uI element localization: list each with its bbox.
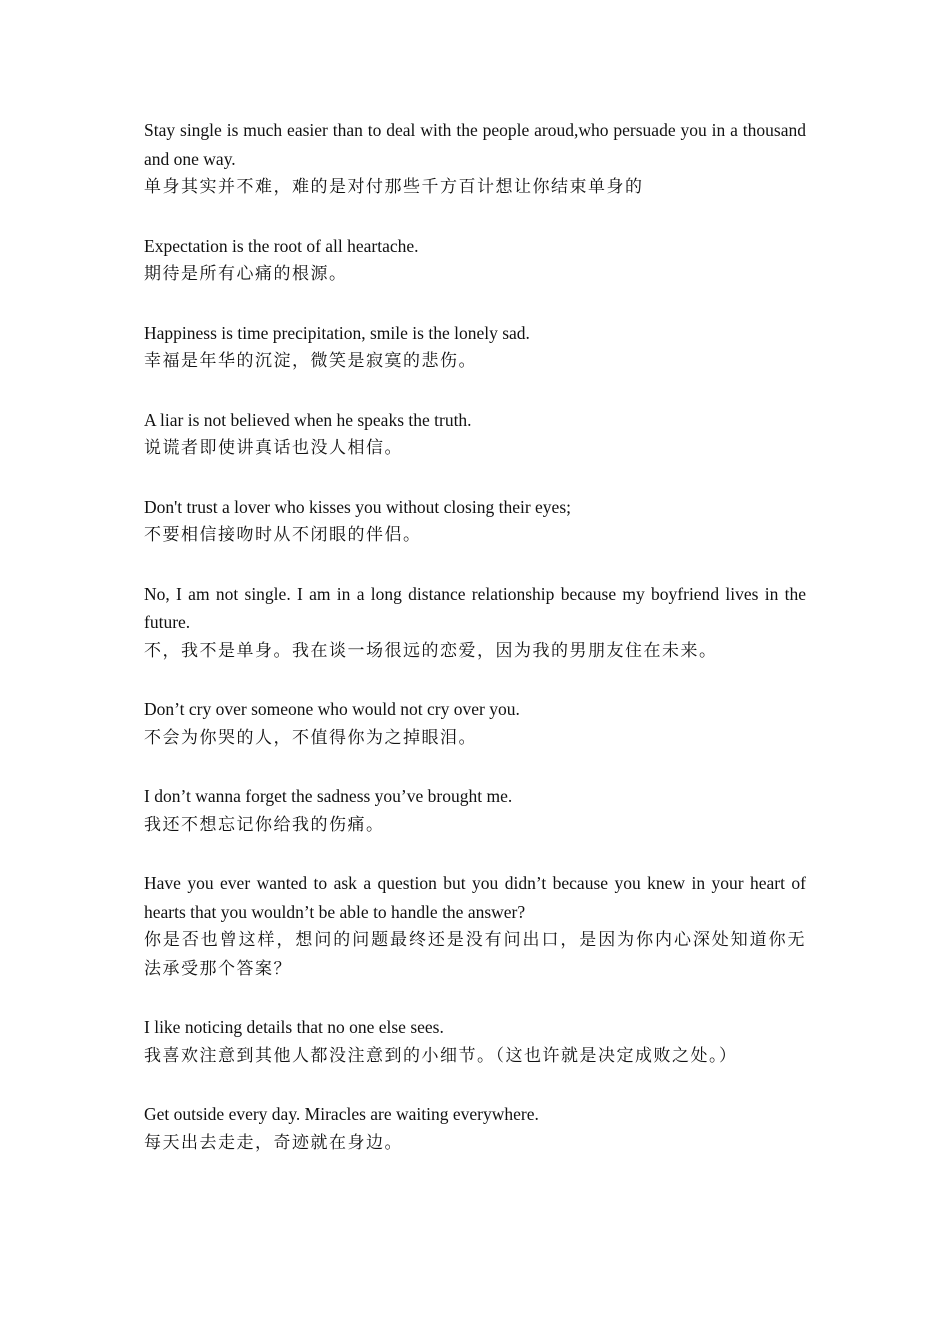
- quote-entry: [144, 580, 806, 666]
- quote-english: Happiness is time precipitation, smile is the lonely sad.: [144, 322, 530, 343]
- quote-chinese: 单身其实并不难，难的是对付那些千方百计想让你结束单身的: [144, 177, 644, 197]
- quote-english: No, I am not single. I am in a long distance relationship because my boyfriend lives in the future.: [144, 583, 806, 632]
- quote-entry: [144, 695, 806, 752]
- quote-list: [144, 116, 806, 1187]
- quote-chinese: 你是否也曾这样，想问的问题最终还是没有问出口，是因为你内心深处知道你无法承受那个答案？: [144, 930, 806, 979]
- quote-chinese: 幸福是年华的沉淀，微笑是寂寞的悲伤。: [144, 351, 477, 371]
- quote-entry: [144, 782, 806, 839]
- quote-chinese: 每天出去走走，奇迹就在身边。: [144, 1132, 403, 1153]
- quote-chinese: 我喜欢注意到其他人都没注意到的小细节。（这也许就是决定成败之处。）: [144, 1045, 738, 1066]
- quote-entry: [144, 116, 806, 202]
- quote-entry: [144, 319, 806, 376]
- quote-entry: [144, 869, 806, 983]
- quote-english: Get outside every day. Miracles are waiting everywhere.: [144, 1104, 539, 1124]
- quote-english: Don't trust a lover who kisses you without closing their eyes;: [144, 496, 571, 517]
- quote-chinese: 说谎者即使讲真话也没人相信。: [144, 438, 403, 458]
- quote-english: I don’t wanna forget the sadness you’ve brought me.: [144, 786, 513, 806]
- quote-chinese: 我还不想忘记你给我的伤痛。: [144, 814, 385, 835]
- quote-english: Stay single is much easier than to deal with the people aroud,who persuade you in a thousand and one way.: [144, 120, 806, 169]
- quote-english: Don’t cry over someone who would not cry over you.: [144, 699, 520, 719]
- quote-english: A liar is not believed when he speaks the truth.: [144, 409, 472, 430]
- quote-entry: [144, 232, 806, 289]
- quote-entry: [144, 406, 806, 463]
- quote-chinese: 不，我不是单身。我在谈一场很远的恋爱，因为我的男朋友住在未来。: [144, 640, 718, 661]
- quote-entry: [144, 1013, 806, 1070]
- quote-english: I like noticing details that no one else sees.: [144, 1017, 444, 1037]
- quote-chinese: 不会为你哭的人，不值得你为之掉眼泪。: [144, 727, 477, 748]
- quote-entry: [144, 1100, 806, 1157]
- quote-english: Expectation is the root of all heartache.: [144, 235, 419, 256]
- quote-chinese: 不要相信接吻时从不闭眼的伴侣。: [144, 525, 422, 545]
- quote-entry: [144, 493, 806, 550]
- quote-english: Have you ever wanted to ask a question but you didn’t because you knew in your heart of hearts that you wouldn’t be able to handle the answer?: [144, 873, 806, 922]
- quote-chinese: 期待是所有心痛的根源。: [144, 264, 348, 284]
